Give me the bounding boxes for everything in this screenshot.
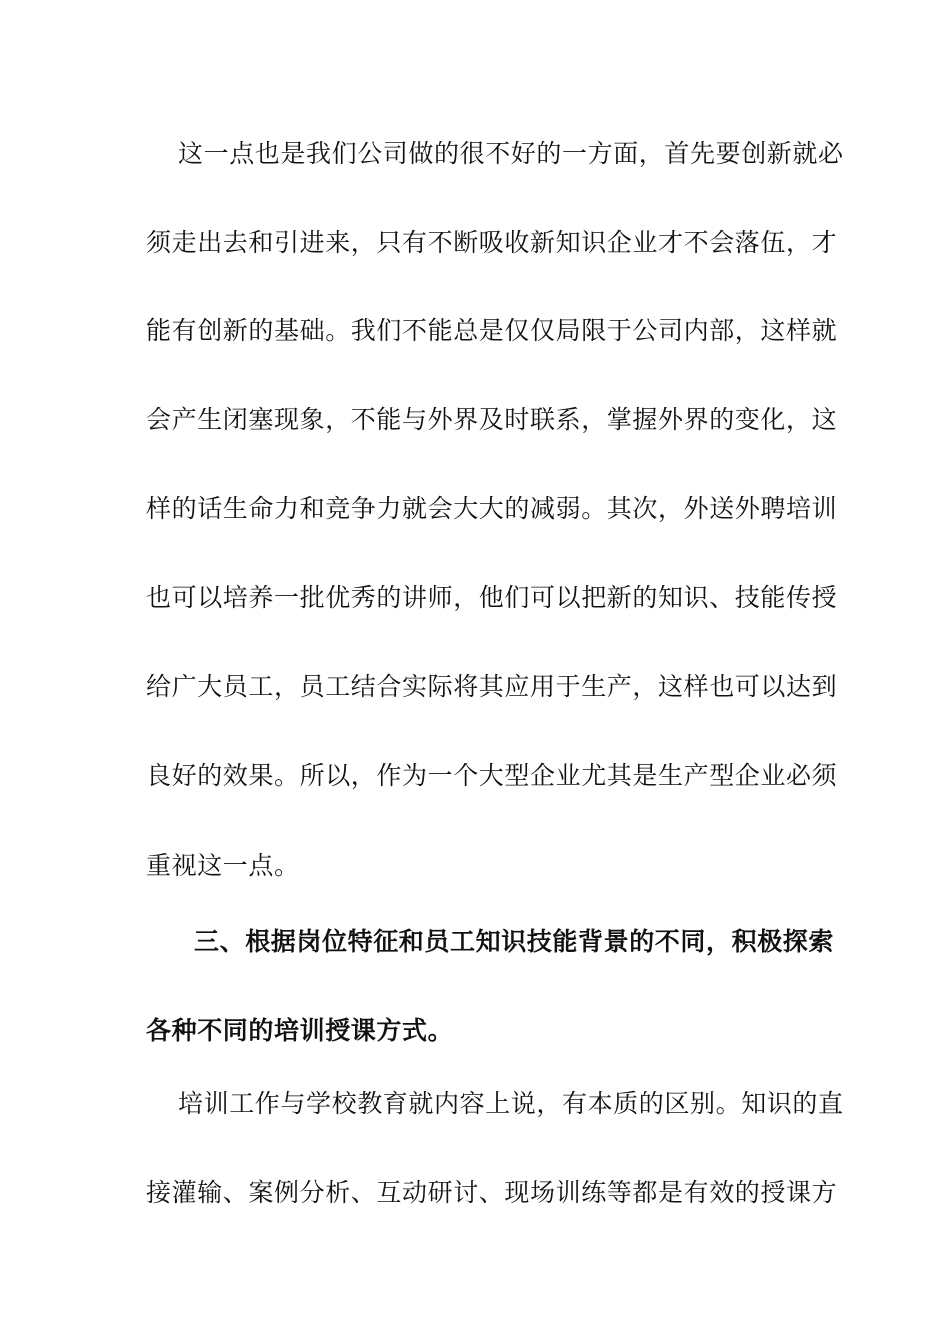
paragraph-2-line-1: 培训工作与学校教育就内容上说，有本质的区别。知识的直 <box>178 1089 844 1118</box>
paragraph-1-line-6: 也可以培养一批优秀的讲师，他们可以把新的知识、技能传授 <box>146 583 838 612</box>
paragraph-2-line-2: 接灌输、案例分析、互动研讨、现场训练等都是有效的授课方 <box>146 1178 838 1207</box>
section-heading-line-1: 三、根据岗位特征和员工知识技能背景的不同，积极探索 <box>194 927 835 956</box>
paragraph-1-line-1: 这一点也是我们公司做的很不好的一方面，首先要创新就必 <box>178 139 844 168</box>
paragraph-1-line-2: 须走出去和引进来，只有不断吸收新知识企业才不会落伍，才 <box>146 228 838 257</box>
paragraph-1-line-3: 能有创新的基础。我们不能总是仅仅局限于公司内部，这样就 <box>146 316 838 345</box>
paragraph-1-line-5: 样的话生命力和竞争力就会大大的减弱。其次，外送外聘培训 <box>146 494 838 523</box>
paragraph-1-line-9: 重视这一点。 <box>146 851 300 880</box>
paragraph-1-line-8: 良好的效果。所以，作为一个大型企业尤其是生产型企业必须 <box>146 761 838 790</box>
paragraph-1-line-7: 给广大员工，员工结合实际将其应用于生产，这样也可以达到 <box>146 672 838 701</box>
section-heading-line-2: 各种不同的培训授课方式。 <box>146 1016 454 1045</box>
paragraph-1-line-4: 会产生闭塞现象，不能与外界及时联系，掌握外界的变化，这 <box>146 405 838 434</box>
